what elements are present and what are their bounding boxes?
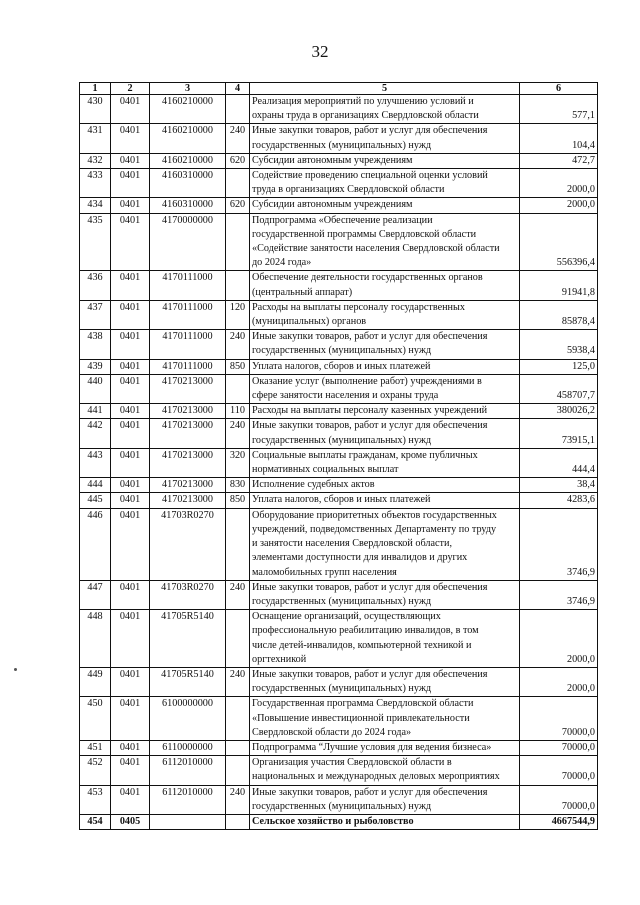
expense-type-cell: 120 <box>226 300 250 329</box>
section-code-cell: 0401 <box>111 756 150 785</box>
description-cell: Оборудование приоритетных объектов государственных учреждений, подведомственных Департаменту по труду и занятости населения Свердловской области, элементами доступности для инвалидов и других маломобильных групп населения <box>250 508 520 580</box>
section-code-cell: 0401 <box>111 667 150 696</box>
description-cell: Расходы на выплаты персоналу казенных учреждений <box>250 404 520 419</box>
column-header: 5 <box>250 83 520 95</box>
expense-type-cell: 240 <box>226 124 250 153</box>
target-code-cell: 4170000000 <box>150 213 226 271</box>
amount-cell: 444,4 <box>520 448 598 477</box>
section-code-cell: 0401 <box>111 153 150 168</box>
amount-cell: 4667544,9 <box>520 814 598 829</box>
table-row <box>80 478 598 493</box>
expense-type-cell: 240 <box>226 785 250 814</box>
row-number-cell: 443 <box>80 448 111 477</box>
row-number-cell: 445 <box>80 493 111 508</box>
table-header-row <box>80 83 598 95</box>
row-number-cell: 431 <box>80 124 111 153</box>
table-row <box>80 785 598 814</box>
target-code-cell: 4170213000 <box>150 493 226 508</box>
table-row <box>80 124 598 153</box>
target-code-cell: 4170213000 <box>150 404 226 419</box>
target-code-cell: 6112010000 <box>150 756 226 785</box>
table-row <box>80 580 598 609</box>
description-cell: Реализация мероприятий по улучшению условий и охраны труда в организациях Свердловской области <box>250 95 520 124</box>
expense-type-cell: 110 <box>226 404 250 419</box>
description-cell: Иные закупки товаров, работ и услуг для обеспечения государственных (муниципальных) нужд <box>250 330 520 359</box>
amount-cell: 70000,0 <box>520 697 598 741</box>
target-code-cell: 4170213000 <box>150 448 226 477</box>
budget-table <box>79 82 598 830</box>
row-number-cell: 436 <box>80 271 111 300</box>
expense-type-cell <box>226 213 250 271</box>
table-row <box>80 508 598 580</box>
description-cell: Субсидии автономным учреждениям <box>250 153 520 168</box>
section-code-cell: 0401 <box>111 508 150 580</box>
expense-type-cell <box>226 610 250 668</box>
amount-cell: 458707,7 <box>520 374 598 403</box>
description-cell: Уплата налогов, сборов и иных платежей <box>250 359 520 374</box>
expense-type-cell <box>226 814 250 829</box>
amount-cell: 70000,0 <box>520 740 598 755</box>
section-code-cell: 0401 <box>111 478 150 493</box>
target-code-cell: 4170111000 <box>150 359 226 374</box>
section-code-cell: 0401 <box>111 404 150 419</box>
target-code-cell: 6100000000 <box>150 697 226 741</box>
table-row <box>80 374 598 403</box>
row-number-cell: 448 <box>80 610 111 668</box>
section-code-cell: 0405 <box>111 814 150 829</box>
expense-type-cell: 240 <box>226 580 250 609</box>
section-code-cell: 0401 <box>111 785 150 814</box>
column-header: 4 <box>226 83 250 95</box>
section-code-cell: 0401 <box>111 300 150 329</box>
table-row <box>80 271 598 300</box>
description-cell: Иные закупки товаров, работ и услуг для обеспечения государственных (муниципальных) нужд <box>250 419 520 448</box>
amount-cell: 85878,4 <box>520 300 598 329</box>
expense-type-cell: 320 <box>226 448 250 477</box>
description-cell: Исполнение судебных актов <box>250 478 520 493</box>
table-row <box>80 169 598 198</box>
section-code-cell: 0401 <box>111 95 150 124</box>
amount-cell: 380026,2 <box>520 404 598 419</box>
target-code-cell: 41703R0270 <box>150 580 226 609</box>
table-body <box>80 95 598 830</box>
amount-cell: 73915,1 <box>520 419 598 448</box>
row-number-cell: 439 <box>80 359 111 374</box>
row-number-cell: 450 <box>80 697 111 741</box>
expense-type-cell: 240 <box>226 330 250 359</box>
table-row <box>80 330 598 359</box>
section-code-cell: 0401 <box>111 697 150 741</box>
expense-type-cell: 830 <box>226 478 250 493</box>
amount-cell: 556396,4 <box>520 213 598 271</box>
expense-type-cell <box>226 697 250 741</box>
amount-cell: 70000,0 <box>520 785 598 814</box>
row-number-cell: 447 <box>80 580 111 609</box>
expense-type-cell <box>226 374 250 403</box>
column-header: 1 <box>80 83 111 95</box>
amount-cell: 472,7 <box>520 153 598 168</box>
section-code-cell: 0401 <box>111 374 150 403</box>
row-number-cell: 444 <box>80 478 111 493</box>
target-code-cell: 4170111000 <box>150 271 226 300</box>
target-code-cell: 41705R5140 <box>150 610 226 668</box>
section-code-cell: 0401 <box>111 610 150 668</box>
section-code-cell: 0401 <box>111 169 150 198</box>
amount-cell: 2000,0 <box>520 169 598 198</box>
amount-cell: 91941,8 <box>520 271 598 300</box>
section-code-cell: 0401 <box>111 580 150 609</box>
amount-cell: 5938,4 <box>520 330 598 359</box>
target-code-cell: 4170111000 <box>150 300 226 329</box>
section-code-cell: 0401 <box>111 448 150 477</box>
table-row <box>80 667 598 696</box>
target-code-cell: 41705R5140 <box>150 667 226 696</box>
section-code-cell: 0401 <box>111 213 150 271</box>
section-code-cell: 0401 <box>111 124 150 153</box>
amount-cell: 104,4 <box>520 124 598 153</box>
description-cell: Сельское хозяйство и рыболовство <box>250 814 520 829</box>
row-number-cell: 438 <box>80 330 111 359</box>
target-code-cell: 6112010000 <box>150 785 226 814</box>
description-cell: Иные закупки товаров, работ и услуг для обеспечения государственных (муниципальных) нужд <box>250 667 520 696</box>
section-code-cell: 0401 <box>111 493 150 508</box>
description-cell: Подпрограмма «Обеспечение реализации государственной программы Свердловской области «Содействие занятости населения Свердловской области до 2024 года» <box>250 213 520 271</box>
row-number-cell: 432 <box>80 153 111 168</box>
amount-cell: 70000,0 <box>520 756 598 785</box>
description-cell: Уплата налогов, сборов и иных платежей <box>250 493 520 508</box>
description-cell: Обеспечение деятельности государственных органов (центральный аппарат) <box>250 271 520 300</box>
amount-cell: 2000,0 <box>520 667 598 696</box>
table-row <box>80 404 598 419</box>
amount-cell: 2000,0 <box>520 610 598 668</box>
target-code-cell: 4160210000 <box>150 124 226 153</box>
description-cell: Государственная программа Свердловской области «Повышение инвестиционной привлекательности Свердловской области до 2024 года» <box>250 697 520 741</box>
table-row <box>80 756 598 785</box>
row-number-cell: 435 <box>80 213 111 271</box>
description-cell: Иные закупки товаров, работ и услуг для обеспечения государственных (муниципальных) нужд <box>250 580 520 609</box>
expense-type-cell: 850 <box>226 359 250 374</box>
table-row <box>80 697 598 741</box>
table-row <box>80 300 598 329</box>
table-row <box>80 419 598 448</box>
expense-type-cell <box>226 169 250 198</box>
expense-type-cell: 620 <box>226 198 250 213</box>
section-code-cell: 0401 <box>111 740 150 755</box>
table-row <box>80 814 598 829</box>
description-cell: Организация участия Свердловской области в национальных и международных деловых мероприятиях <box>250 756 520 785</box>
table-row <box>80 198 598 213</box>
target-code-cell: 4170213000 <box>150 419 226 448</box>
expense-type-cell: 240 <box>226 419 250 448</box>
target-code-cell: 4170213000 <box>150 478 226 493</box>
section-code-cell: 0401 <box>111 419 150 448</box>
description-cell: Содействие проведению специальной оценки условий труда в организациях Свердловской области <box>250 169 520 198</box>
row-number-cell: 434 <box>80 198 111 213</box>
table-row <box>80 740 598 755</box>
row-number-cell: 433 <box>80 169 111 198</box>
amount-cell: 4283,6 <box>520 493 598 508</box>
column-header: 3 <box>150 83 226 95</box>
expense-type-cell <box>226 740 250 755</box>
target-code-cell: 41703R0270 <box>150 508 226 580</box>
target-code-cell: 4160210000 <box>150 95 226 124</box>
description-cell: Иные закупки товаров, работ и услуг для обеспечения государственных (муниципальных) нужд <box>250 124 520 153</box>
column-header: 6 <box>520 83 598 95</box>
description-cell: Оснащение организаций, осуществляющих профессиональную реабилитацию инвалидов, в том числе детей-инвалидов, компьютерной техникой и оргтехникой <box>250 610 520 668</box>
expense-type-cell <box>226 271 250 300</box>
amount-cell: 577,1 <box>520 95 598 124</box>
target-code-cell <box>150 814 226 829</box>
row-number-cell: 446 <box>80 508 111 580</box>
table-row <box>80 153 598 168</box>
row-number-cell: 440 <box>80 374 111 403</box>
amount-cell: 3746,9 <box>520 580 598 609</box>
target-code-cell: 4160310000 <box>150 198 226 213</box>
row-number-cell: 454 <box>80 814 111 829</box>
target-code-cell: 4170111000 <box>150 330 226 359</box>
target-code-cell: 4160210000 <box>150 153 226 168</box>
section-code-cell: 0401 <box>111 198 150 213</box>
expense-type-cell <box>226 508 250 580</box>
column-header: 2 <box>111 83 150 95</box>
target-code-cell: 4160310000 <box>150 169 226 198</box>
row-number-cell: 451 <box>80 740 111 755</box>
table-row <box>80 448 598 477</box>
row-number-cell: 453 <box>80 785 111 814</box>
table-row <box>80 213 598 271</box>
row-number-cell: 442 <box>80 419 111 448</box>
row-number-cell: 452 <box>80 756 111 785</box>
expense-type-cell: 240 <box>226 667 250 696</box>
description-cell: Расходы на выплаты персоналу государственных (муниципальных) органов <box>250 300 520 329</box>
page-number: 32 <box>311 42 329 61</box>
row-number-cell: 437 <box>80 300 111 329</box>
description-cell: Иные закупки товаров, работ и услуг для обеспечения государственных (муниципальных) нужд <box>250 785 520 814</box>
description-cell: Оказание услуг (выполнение работ) учреждениями в сфере занятости населения и охраны труда <box>250 374 520 403</box>
description-cell: Подпрограмма “Лучшие условия для ведения бизнеса» <box>250 740 520 755</box>
margin-mark <box>14 668 17 671</box>
amount-cell: 125,0 <box>520 359 598 374</box>
expense-type-cell <box>226 756 250 785</box>
table-row <box>80 95 598 124</box>
description-cell: Субсидии автономным учреждениям <box>250 198 520 213</box>
expense-type-cell: 620 <box>226 153 250 168</box>
table-row <box>80 610 598 668</box>
target-code-cell: 4170213000 <box>150 374 226 403</box>
target-code-cell: 6110000000 <box>150 740 226 755</box>
amount-cell: 2000,0 <box>520 198 598 213</box>
section-code-cell: 0401 <box>111 359 150 374</box>
description-cell: Социальные выплаты гражданам, кроме публичных нормативных социальных выплат <box>250 448 520 477</box>
expense-type-cell: 850 <box>226 493 250 508</box>
amount-cell: 3746,9 <box>520 508 598 580</box>
table-row <box>80 493 598 508</box>
amount-cell: 38,4 <box>520 478 598 493</box>
table-row <box>80 359 598 374</box>
section-code-cell: 0401 <box>111 330 150 359</box>
row-number-cell: 430 <box>80 95 111 124</box>
row-number-cell: 441 <box>80 404 111 419</box>
expense-type-cell <box>226 95 250 124</box>
row-number-cell: 449 <box>80 667 111 696</box>
section-code-cell: 0401 <box>111 271 150 300</box>
